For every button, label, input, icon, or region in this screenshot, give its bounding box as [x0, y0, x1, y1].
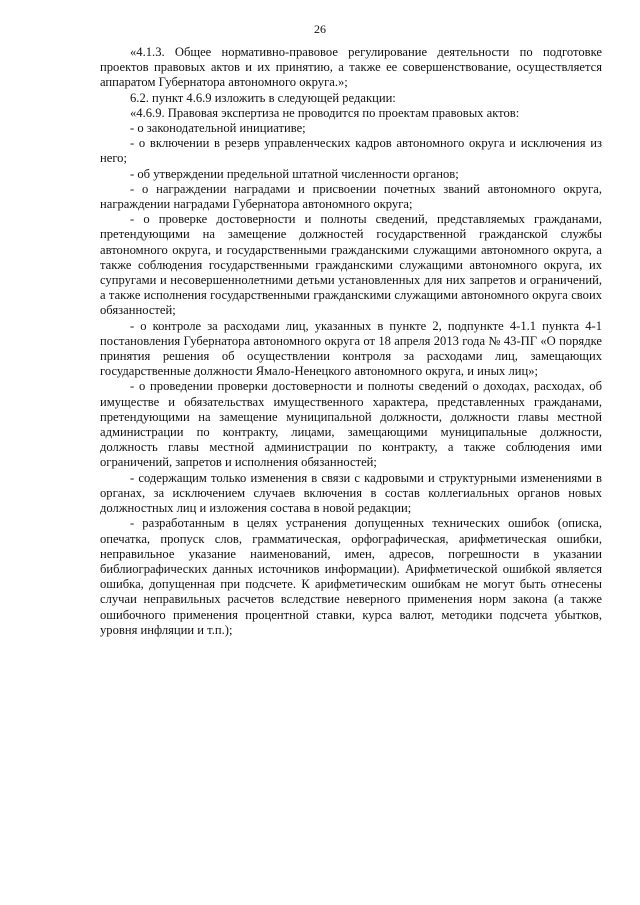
- list-item-legislative-initiative: - о законодательной инициативе;: [130, 121, 306, 136]
- document-body: [100, 45, 602, 638]
- paragraph-4-1-3: «4.1.3. Общее нормативно-правовое регулирование деятельности по подготовке проектов правовых актов и их принятию, а также ее совершенствование, осуществляется аппаратом Губернатора автономного округа.»;: [100, 45, 602, 90]
- list-item-personnel-changes: - содержащим только изменения в связи с кадровыми и структурными изменениями в органах, за исключением случаев включения в состав коллегиальных органов новых должностных лиц и изложения состава в новой редакции;: [100, 470, 602, 516]
- list-item-expense-control: - о контроле за расходами лиц, указанных в пункте 2, подпункте 4-1.1 пункта 4-1 постановления Губернатора автономного округа от 18 апреля 2013 года № 43-ПГ «О порядке принятия решения об осуществлении контроля за расходами лиц, замещающих государственные должности Ямало-Ненецкого автономного округа, и иных лиц»;: [100, 318, 602, 379]
- list-item-technical-errors: - разработанным в целях устранения допущенных технических ошибок (описка, опечатка, пропуск слов, грамматическая, орфографическая, арифметическая ошибки, неправильное указание наименований, имен, адресов, погрешности в указании библиографических данных источников информации). Арифметической ошибкой является ошибка, допущенная при подсчете. К арифметическим ошибкам не могут быть отнесены случаи неправильных расчетов вследствие неверного применения норм закона (а также ошибочного применения процентной ставки, курса валют, методики подсчета убытков, уровня инфляции и т.п.);: [100, 516, 602, 637]
- page-number: 26: [314, 22, 326, 36]
- paragraph-6-2: 6.2. пункт 4.6.9 изложить в следующей редакции:: [130, 90, 396, 105]
- list-item-verification-civil-servants: - о проверке достоверности и полноты сведений, представляемых гражданами, претендующими на замещение должностей государственной гражданской службы автономного округа, и государственными гражданскими служащими автономного округа, а также соблюдения государственными гражданскими служащими автономного округа, их супругами и несовершеннолетними детьми установленных для них запретов и ограничений, а также исполнения государственными гражданскими служащими автономного округа своих обязанностей;: [100, 212, 602, 318]
- paragraph-4-6-9: «4.6.9. Правовая экспертиза не проводится по проектам правовых актов:: [130, 105, 520, 120]
- list-item-awards: - о награждении наградами и присвоении почетных званий автономного округа, награждении наградами Губернатора автономного округа;: [100, 181, 602, 212]
- list-item-staff-limit: - об утверждении предельной штатной численности органов;: [130, 166, 459, 181]
- list-item-municipal-verification: - о проведении проверки достоверности и полноты сведений о доходах, расходах, об имуществе и обязательствах имущественного характера, представленных гражданами, претендующими на замещение муниципальной должности, должности главы местной администрации по контракту, лицами, замещающими муниципальные должности, должность главы местной администрации по контракту, а также соблюдения ими ограничений, запретов и исполнения обязанностей;: [100, 379, 602, 470]
- list-item-personnel-reserve: - о включении в резерв управленческих кадров автономного округа и исключения из него;: [100, 136, 602, 166]
